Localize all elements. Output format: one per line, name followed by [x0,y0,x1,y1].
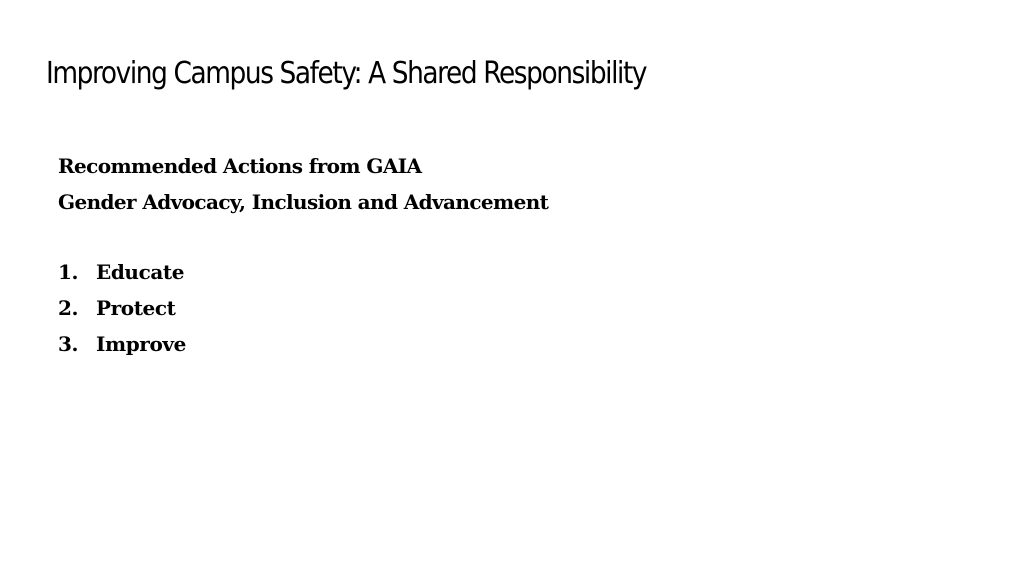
list-item-label: Improve [96,332,186,356]
list-item-label: Protect [96,296,176,320]
slide-title: Improving Campus Safety: A Shared Responsibility [46,56,647,91]
subheading: Recommended Actions from GAIA [58,154,422,178]
list-item-number: 1. [58,260,79,284]
list-item [58,254,548,290]
org-full-name: Gender Advocacy, Inclusion and Advancement [58,190,549,214]
action-list [58,254,548,362]
list-item-number: 3. [58,332,79,356]
list-item-number: 2. [58,296,79,320]
list-item [58,290,548,326]
list-item-label: Educate [96,260,185,284]
slide-body [58,148,548,362]
spacer [58,220,548,254]
list-item [58,326,548,362]
